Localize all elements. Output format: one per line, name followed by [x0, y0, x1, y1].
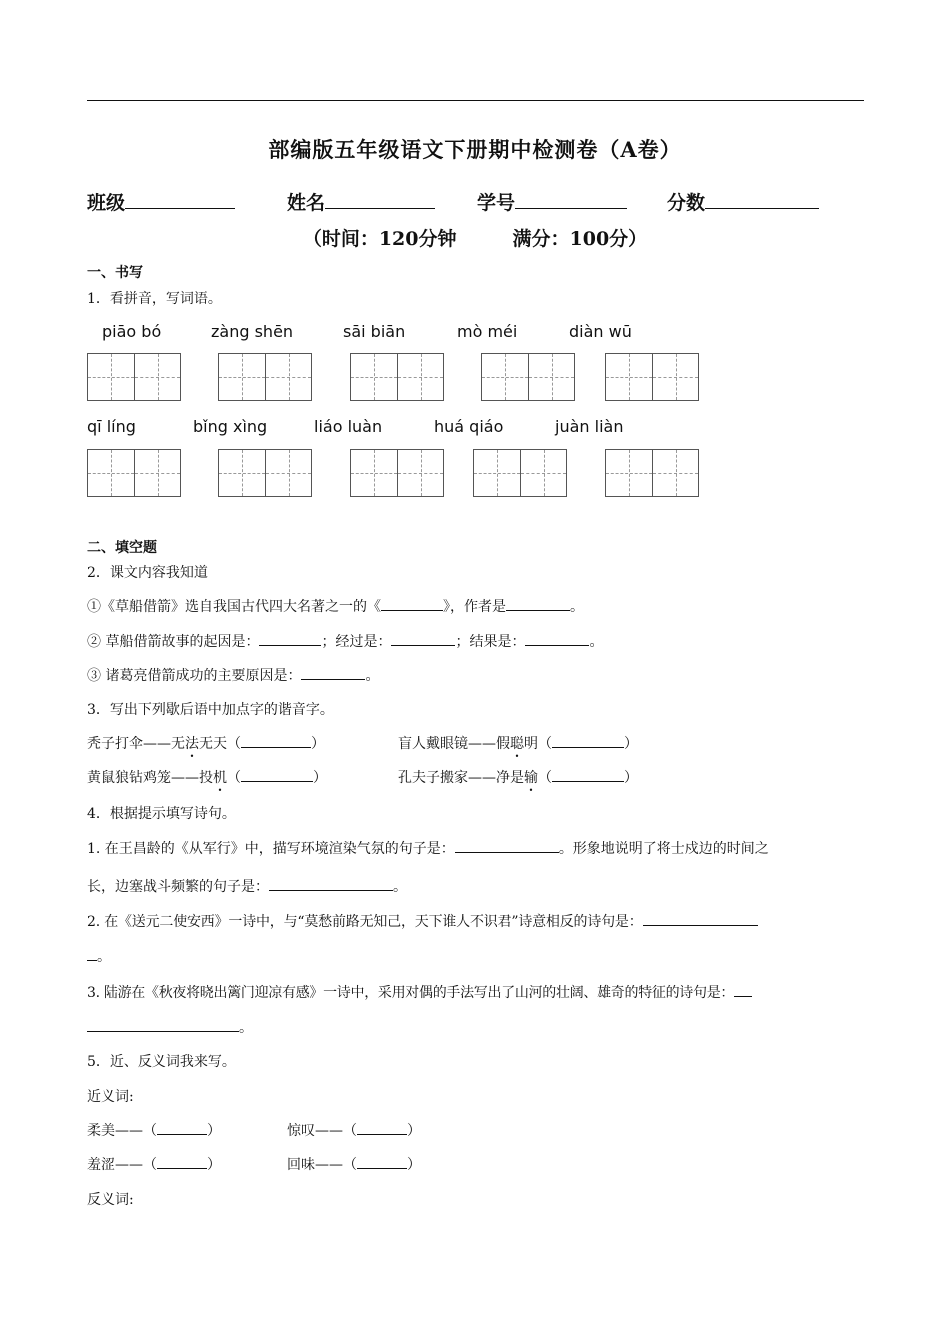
synonym-item: 惊叹——（ ） — [287, 1120, 421, 1140]
writing-grid[interactable] — [605, 449, 699, 497]
answer-blank[interactable] — [357, 1120, 407, 1135]
answer-blank[interactable] — [241, 767, 313, 782]
writing-grid[interactable] — [473, 449, 567, 497]
score-field: 分数 — [667, 188, 819, 215]
poem-q1-line2: 长，边塞战斗频繁的句子是： 。 — [87, 876, 407, 896]
writing-grid[interactable] — [87, 449, 181, 497]
section-1-heading: 一、书写 — [87, 265, 143, 281]
answer-blank[interactable] — [552, 733, 624, 748]
answer-blank[interactable] — [269, 876, 393, 891]
writing-grid[interactable] — [218, 353, 312, 401]
poem-q3-end: 。 — [87, 1017, 253, 1037]
writing-grid[interactable] — [481, 353, 575, 401]
question-5: 5．近、反义词我来写。 — [87, 1054, 236, 1070]
answer-blank[interactable] — [259, 631, 321, 646]
pinyin: zàng shēn — [211, 322, 294, 341]
synonym-item: 回味——（ ） — [287, 1154, 421, 1174]
poem-q3: 3. 陆游在《秋夜将晓出篱门迎凉有感》一诗中，采用对偶的手法写出了山河的壮阔、雄奇的特征的诗句是： — [87, 982, 864, 1002]
time-line: （时间：120分钟 满分：100分） — [302, 228, 648, 250]
pinyin: qī líng — [87, 417, 136, 436]
answer-blank[interactable] — [87, 1017, 239, 1032]
pinyin: bǐng xìng — [193, 417, 268, 436]
pinyin: mò méi — [457, 322, 518, 341]
xiehouyu-2: 盲人戴眼镜——假聪明（ ） — [398, 733, 638, 753]
answer-blank[interactable] — [157, 1154, 207, 1169]
xiehouyu-1: 秃子打伞——无法无天（ ） — [87, 733, 325, 753]
writing-grid[interactable] — [218, 449, 312, 497]
answer-blank[interactable] — [301, 665, 365, 680]
answer-blank[interactable] — [157, 1120, 207, 1135]
answer-blank[interactable] — [506, 596, 570, 611]
poem-q2-end: 。 — [87, 946, 111, 966]
question-1: 1．看拼音，写词语。 — [87, 291, 222, 307]
pinyin: huá qiáo — [434, 417, 504, 436]
synonym-label: 近义词: — [87, 1089, 134, 1105]
q2-item-2: ② 草船借箭故事的起因是： ；经过是： ；结果是： 。 — [87, 631, 603, 651]
writing-grid[interactable] — [350, 353, 444, 401]
q2-item-3: ③ 诸葛亮借箭成功的主要原因是： 。 — [87, 665, 379, 685]
pinyin: piāo bó — [102, 322, 162, 341]
synonym-item: 羞涩——（ ） — [87, 1154, 221, 1174]
page-title: 部编版五年级语文下册期中检测卷（A卷） — [268, 137, 682, 162]
synonym-item: 柔美——（ ） — [87, 1120, 221, 1140]
pinyin: juàn liàn — [555, 417, 624, 436]
name-field: 姓名 — [287, 188, 435, 215]
poem-q2: 2. 在《送元二使安西》一诗中，与“莫愁前路无知己，天下谁人不识君”诗意相反的诗句是： — [87, 911, 864, 931]
answer-blank[interactable] — [357, 1154, 407, 1169]
id-field: 学号 — [477, 188, 627, 215]
writing-grid[interactable] — [87, 353, 181, 401]
answer-blank[interactable] — [643, 911, 758, 926]
section-2-heading: 二、填空题 — [87, 540, 157, 556]
writing-grid[interactable] — [605, 353, 699, 401]
question-4: 4．根据提示填写诗句。 — [87, 806, 236, 822]
q2-item-1: ①《草船借箭》选自我国古代四大名著之一的《 》，作者是 。 — [87, 596, 584, 616]
answer-blank[interactable] — [391, 631, 455, 646]
pinyin: diàn wū — [569, 322, 632, 341]
answer-blank[interactable] — [455, 838, 559, 853]
pinyin: sāi biān — [343, 322, 406, 341]
question-2: 2．课文内容我知道 — [87, 565, 208, 581]
pinyin: liáo luàn — [314, 417, 383, 436]
answer-blank[interactable] — [734, 982, 752, 997]
question-3: 3．写出下列歇后语中加点字的谐音字。 — [87, 702, 334, 718]
xiehouyu-4: 孔夫子搬家——净是输（ ） — [398, 767, 638, 787]
answer-blank[interactable] — [552, 767, 624, 782]
poem-q1-line1: 1. 在王昌龄的《从军行》中，描写环境渲染气氛的句子是： 。形象地说明了将士戍边的时间之 — [87, 838, 769, 858]
answer-blank[interactable] — [241, 733, 311, 748]
antonym-label: 反义词: — [87, 1192, 134, 1208]
answer-blank[interactable] — [381, 596, 443, 611]
top-rule — [87, 100, 864, 101]
writing-grid[interactable] — [350, 449, 444, 497]
answer-blank[interactable] — [525, 631, 589, 646]
xiehouyu-3: 黄鼠狼钻鸡笼——投机（ ） — [87, 767, 327, 787]
class-field: 班级 — [87, 188, 235, 215]
